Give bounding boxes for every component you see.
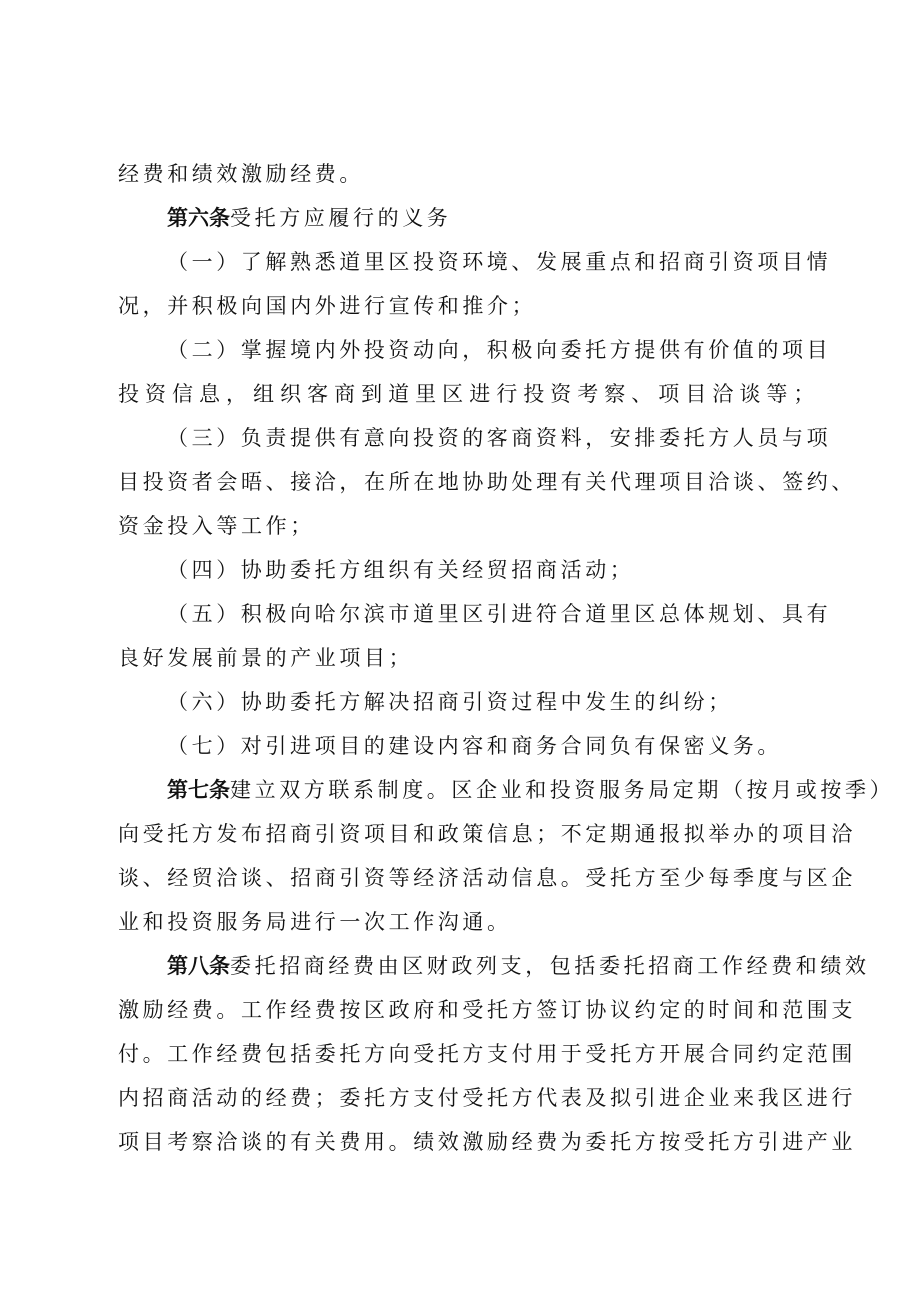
text-line: 况，并积极向国内外进行宣传和推介； (118, 294, 537, 318)
article-number: 第七条 (167, 778, 230, 802)
article-heading-line: 第七条建立双方联系制度。区企业和投资服务局定期（按月或按季） (167, 778, 895, 802)
article-heading-line: 第八条委托招商经费由区财政列支，包括委托招商工作经费和绩效 (167, 954, 870, 978)
text-line: 良好发展前景的产业项目； (118, 646, 414, 670)
text-line: 经费和绩效激励经费。 (118, 162, 364, 186)
article-number: 第六条 (167, 206, 230, 230)
text-line: 内招商活动的经费；委托方支付受托方代表及拟引进企业来我区进行 (118, 1086, 856, 1110)
article-heading-line: 第六条受托方应履行的义务 (167, 206, 452, 230)
article-number: 第八条 (167, 954, 230, 978)
text-line: （七）对引进项目的建设内容和商务合同负有保密义务。 (167, 734, 782, 758)
text-line: 资金投入等工作； (118, 514, 315, 538)
text-line: （五）积极向哈尔滨市道里区引进符合道里区总体规划、具有 (167, 602, 832, 626)
document-body (118, 152, 895, 1164)
text-line: （六）协助委托方解决招商引资过程中发生的纠纷； (167, 690, 733, 714)
text-line: 付。工作经费包括委托方向受托方支付用于受托方开展合同约定范围 (118, 1042, 856, 1066)
text-line: （一）了解熟悉道里区投资环境、发展重点和招商引资项目情 (167, 250, 832, 274)
text-line: 向受托方发布招商引资项目和政策信息；不定期通报拟举办的项目洽 (118, 822, 856, 846)
text-line: 项目考察洽谈的有关费用。绩效激励经费为委托方按受托方引进产业 (118, 1130, 856, 1154)
text-line: （四）协助委托方组织有关经贸招商活动； (167, 558, 635, 582)
text-line: 投资信息，组织客商到道里区进行投资考察、项目洽谈等； (118, 382, 818, 406)
text-line: 业和投资服务局进行一次工作沟通。 (118, 910, 512, 934)
text-line: 激励经费。工作经费按区政府和受托方签订协议约定的时间和范围支 (118, 998, 856, 1022)
text-line: 目投资者会晤、接洽，在所在地协助处理有关代理项目洽谈、签约、 (118, 470, 856, 494)
text-line: （二）掌握境内外投资动向，积极向委托方提供有价值的项目 (167, 338, 832, 362)
text-line: （三）负责提供有意向投资的客商资料，安排委托方人员与项 (167, 426, 832, 450)
text-line: 谈、经贸洽谈、招商引资等经济活动信息。受托方至少每季度与区企 (118, 866, 856, 890)
